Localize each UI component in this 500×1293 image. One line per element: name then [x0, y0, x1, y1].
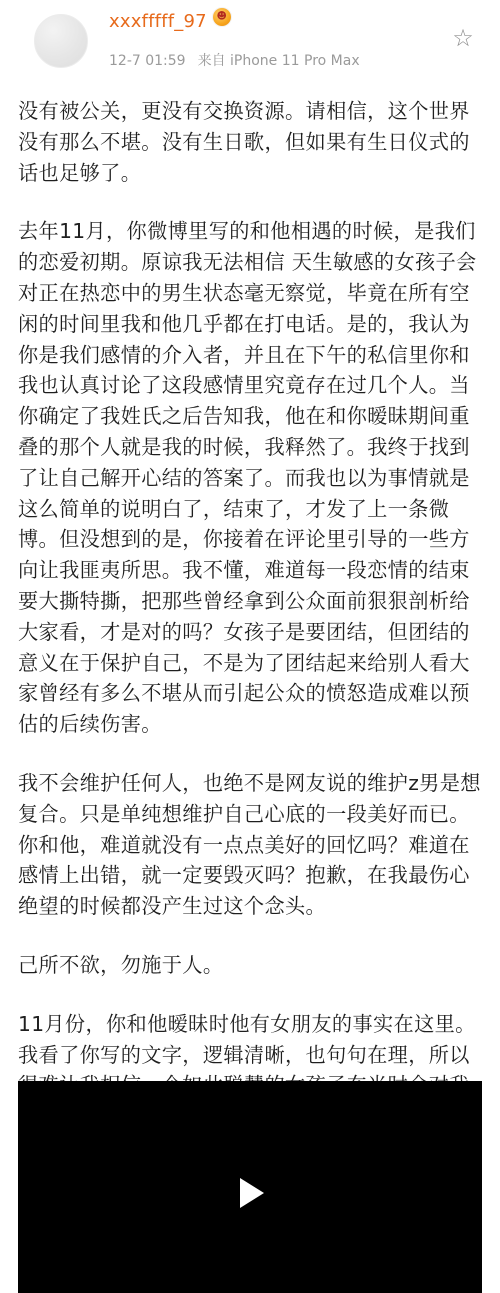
- video-player[interactable]: [18, 1081, 482, 1293]
- post-paragraph: 我不会维护任何人，也绝不是网友说的维护z男是想复合。只是单纯想维护自己心底的一段美好而已。你和他，难道就没有一点点美好的回忆吗？难道在感情上出错，就一定要毁灭吗？抱歉，在我最伤心绝望的时候都没产生过这个念头。: [18, 770, 481, 919]
- post-paragraph: 去年11月，你微博里写的和他相遇的时候，是我们的恋爱初期。原谅我无法相信 天生敏感的女孩子会对正在热恋中的男生状态毫无察觉，毕竟在所有空闲的时间里我和他几乎都在打电话。是的，我认为你是我们感情的介入者，并且在下午的私信里你和我也认真讨论了这段感情里究竟存在过几个人。当你确定了我姓氏之后告知我，他在和你暧昧期间重叠的那个人就是我的时候，我释然了。我终于找到了让自己解开心结的答案了。而我也以为事情就是这么简单的说明白了，结束了，才发了上一条微博。但没想到的是，你接着在评论里引导的一些方向让我匪夷所思。我不懂，难道每一段恋情的结束要大撕特撕，把那些曾经拿到公众面前狠狠剖析给大家看，才是对的吗？女孩子是要团结，但团结的意义在于保护自己，不是为了团结起来给别人看大家曾经有多么不堪从而引起公众的愤怒造成难以预估的后续伤害。: [18, 219, 477, 737]
- post-paragraph-text: 11月份，你和他暧昧时他有女朋友的事实在这里。我看了你写的文字，逻辑清晰，也句句在理，所以: [18, 1011, 476, 1067]
- post-source: 来自 iPhone 11 Pro Max: [197, 53, 360, 69]
- post-meta: [109, 52, 360, 70]
- post-content: [18, 96, 483, 1164]
- username-link[interactable]: xxxfffff_97: [109, 11, 207, 32]
- username-row: [109, 10, 231, 34]
- vip-badge-icon: ☻: [213, 8, 231, 26]
- avatar[interactable]: [34, 14, 88, 68]
- post-time: 12-7 01:59: [109, 53, 186, 69]
- post-paragraph: 没有被公关，更没有交换资源。请相信，这个世界没有那么不堪。没有生日歌，但如果有生日仪式的话也足够了。: [18, 99, 470, 185]
- star-icon[interactable]: ☆: [452, 24, 474, 52]
- post-header: [18, 0, 483, 96]
- play-icon[interactable]: [230, 1173, 270, 1213]
- post-paragraph: 己所不欲，勿施于人。: [18, 952, 224, 977]
